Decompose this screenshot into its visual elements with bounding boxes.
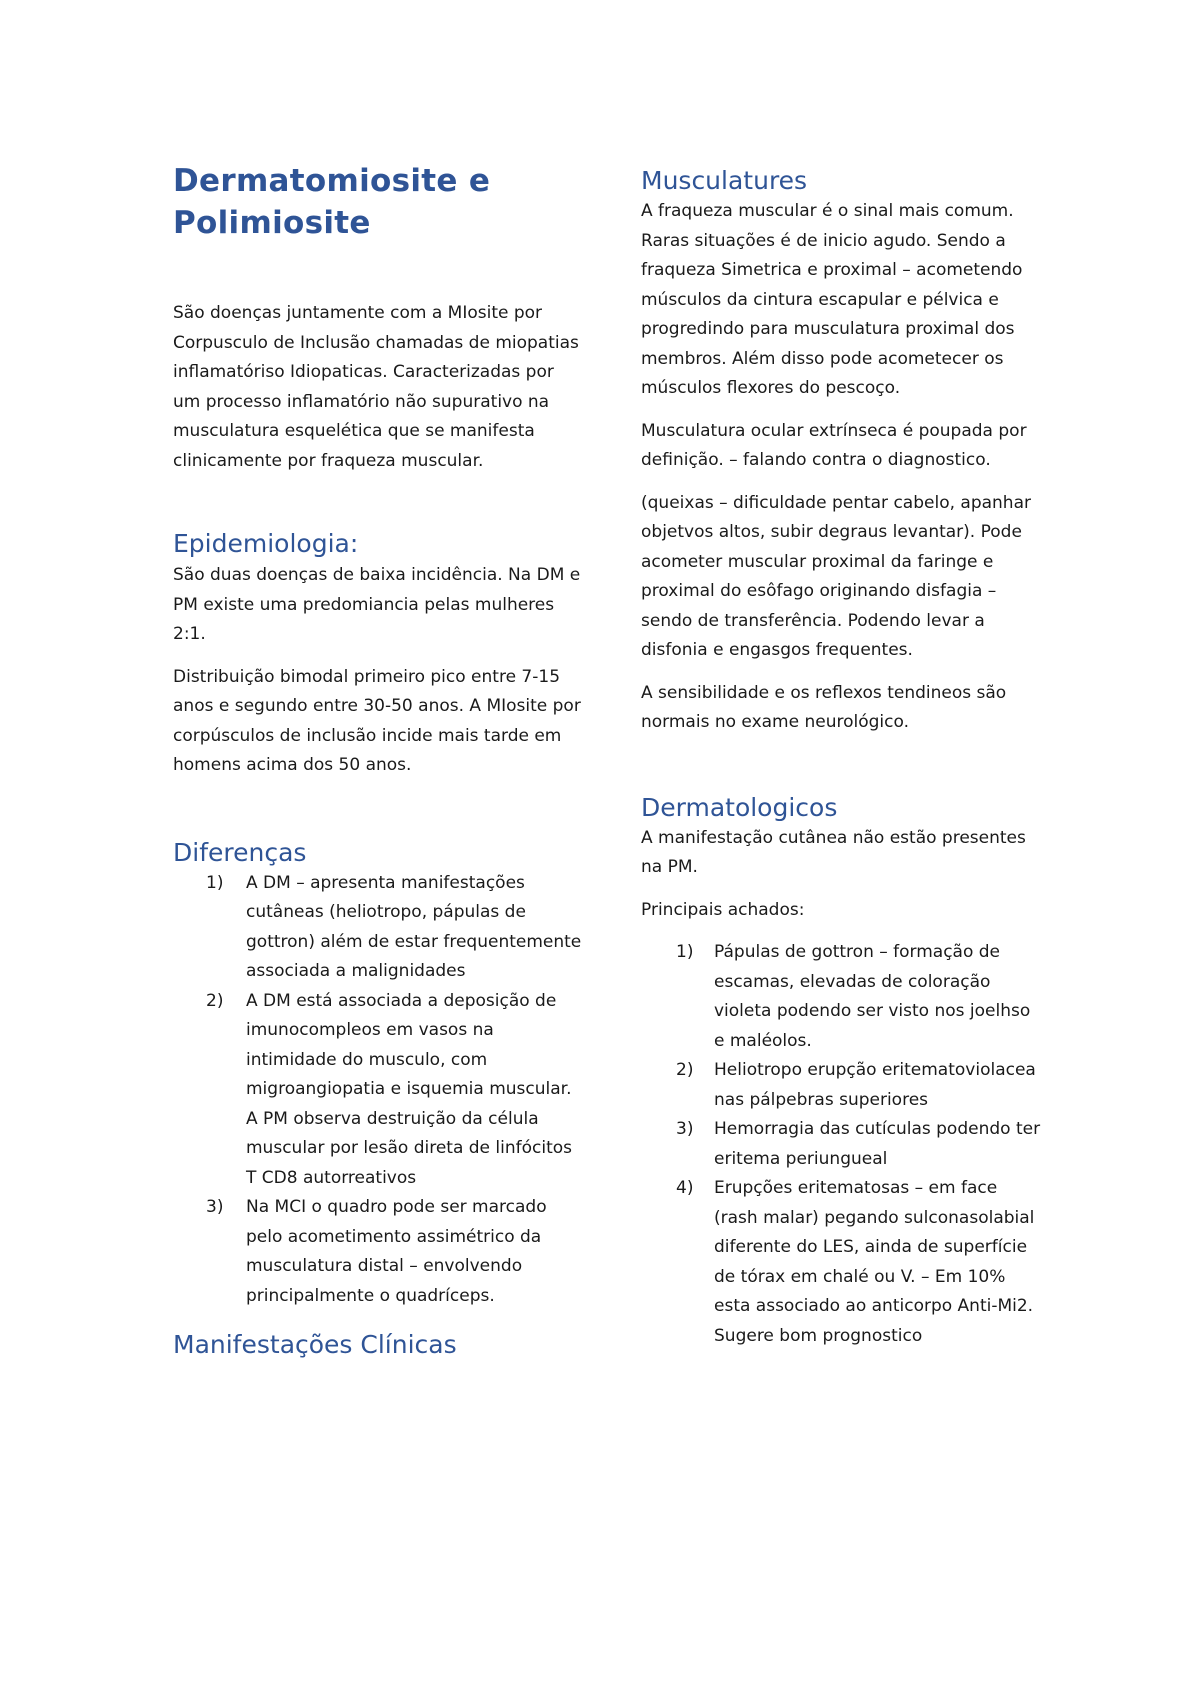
list-item-text: Hemorragia das cutículas podendo ter eritema periungueal — [714, 1119, 1041, 1169]
list-item — [641, 1056, 1041, 1115]
musculatures-paragraph-3: (queixas – dificuldade pentar cabelo, apanhar objetvos altos, subir degraus levantar). Pode acometer muscular proximal da faringe e proximal do esôfago originando disfagia – sendo de transferência. Podendo levar a disfonia e engasgos frequentes. — [641, 492, 1031, 660]
dermatologicos-heading: Dermatologicos — [641, 792, 838, 822]
manifestacoes-clinicas-heading: Manifestações Clínicas — [173, 1330, 457, 1359]
right-column — [641, 160, 1041, 1351]
epidemiologia-heading: Epidemiologia: — [173, 529, 359, 558]
list-item-text: A DM – apresenta manifestações cutâneas (heliotropo, pápulas de gottron) além de estar frequentemente associada a malignidades — [246, 872, 582, 981]
list-number: 1) — [676, 942, 694, 962]
intro-paragraph: São doenças juntamente com a MIosite por Corpusculo de Inclusão chamadas de miopatias inflamatóriso Idiopaticas. Caracterizadas por um processo inflamatório não supurativo na musculatura esquelética que se manifesta clinicamente por fraqueza muscular. — [173, 303, 579, 471]
list-item-text: Erupções eritematosas – em face (rash malar) pegando sulconasolabial diferente do LES, ainda de superfície de tórax em chalé ou V. – Em 10% esta associado ao anticorpo Anti-Mi2. Sugere bom prognostico — [714, 1178, 1035, 1346]
musculatures-heading: Musculatures — [641, 166, 808, 195]
list-number: 2) — [676, 1060, 694, 1080]
list-item — [641, 1174, 1041, 1351]
epidemiologia-paragraph-1: São duas doenças de baixa incidência. Na DM e PM existe uma predomiancia pelas mulheres 2:1. — [173, 565, 581, 644]
list-item — [641, 938, 1041, 1056]
document-title: Dermatomiosite e Polimiosite — [173, 163, 491, 241]
list-item-text: Pápulas de gottron – formação de escamas, elevadas de coloração violeta podendo ser visto nos joelhso e maléolos. — [714, 942, 1031, 1051]
musculatures-paragraph-2: Musculatura ocular extrínseca é poupada por definição. – falando contra o diagnostico. — [641, 420, 1027, 470]
list-item-text: Heliotropo erupção eritematoviolacea nas pálpebras superiores — [714, 1060, 1036, 1110]
list-number: 3) — [206, 1197, 224, 1217]
list-item-text: Na MCI o quadro pode ser marcado pelo acometimento assimétrico da musculatura distal – envolvendo principalmente o quadríceps. — [246, 1197, 547, 1306]
list-item — [641, 1115, 1041, 1174]
list-number: 3) — [676, 1119, 694, 1139]
list-item — [173, 987, 583, 1194]
dermatologicos-paragraph-1: A manifestação cutânea não estão presentes na PM. — [641, 827, 1026, 877]
musculatures-paragraph-1: A fraqueza muscular é o sinal mais comum. Raras situações é de inicio agudo. Sendo a fraqueza Simetrica e proximal – acometendo músculos da cintura escapular e pélvica e progredindo para musculatura proximal dos membros. Além disso pode acometecer os músculos flexores do pescoço. — [641, 201, 1023, 398]
musculatures-paragraph-4: A sensibilidade e os reflexos tendineos são normais no exame neurológico. — [641, 682, 1007, 732]
list-number: 4) — [676, 1178, 694, 1198]
epidemiologia-paragraph-2: Distribuição bimodal primeiro pico entre 7-15 anos e segundo entre 30-50 anos. A MIosite por corpúsculos de inclusão incide mais tarde em homens acima dos 50 anos. — [173, 666, 581, 775]
list-number: 2) — [206, 990, 224, 1011]
list-number: 1) — [206, 872, 224, 893]
dermatologicos-paragraph-2: Principais achados: — [641, 899, 805, 920]
list-item-text: A DM está associada a deposição de imunocompleos em vasos na intimidade do musculo, com migroangiopatia e isquemia muscular. A PM observa destruição da célula muscular por lesão direta de linfócitos T CD8 autorreativos — [246, 990, 573, 1188]
diferencas-heading: Diferenças — [173, 837, 307, 867]
list-item — [173, 869, 583, 987]
left-column — [173, 160, 583, 1361]
diferencas-list — [173, 869, 583, 1312]
list-item — [173, 1193, 583, 1311]
principais-achados-list — [641, 938, 1041, 1351]
